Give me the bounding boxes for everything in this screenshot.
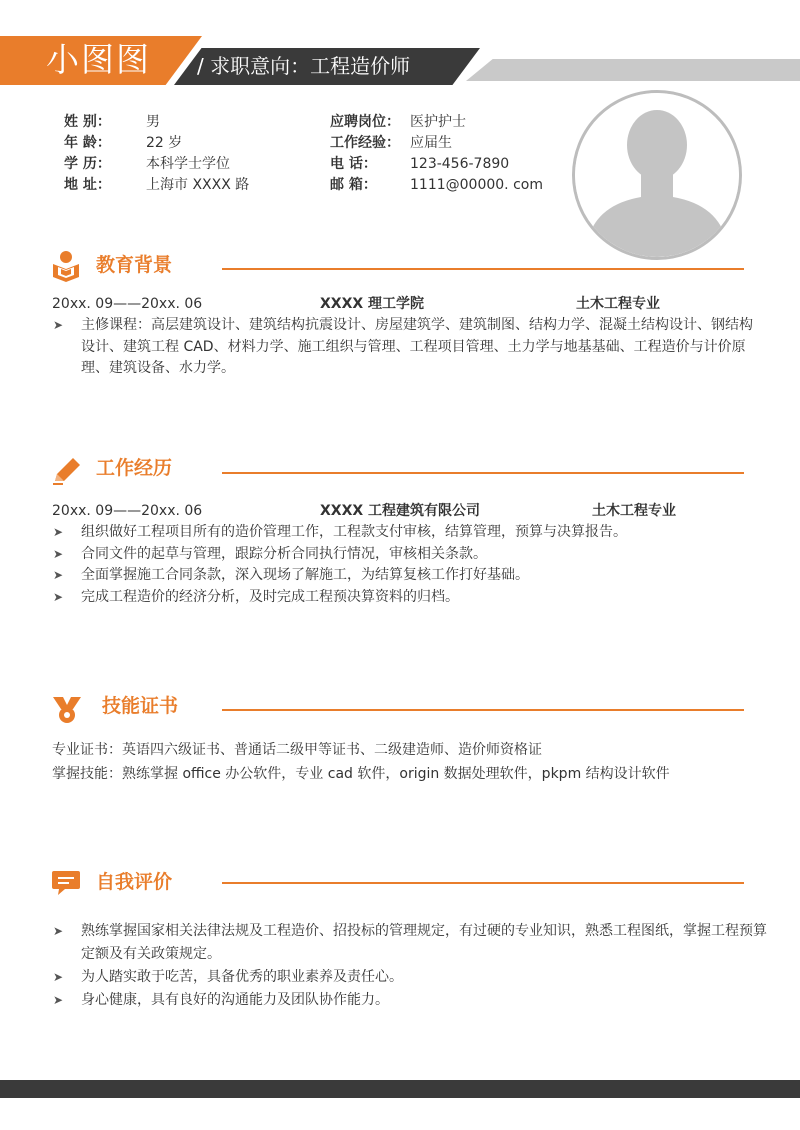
info-right [330,112,543,196]
info-label: 学 历： [64,156,111,172]
medal-icon [51,693,81,723]
arrow-bullet-icon: ➤ [53,924,64,938]
education-school: XXXX 理工学院 [320,296,425,312]
info-row [64,112,249,133]
info-value: 医护护士 [410,114,466,130]
list-item [53,966,777,989]
self-eval-title: 自我评价 [96,871,173,893]
list-item-text: 合同文件的起草与管理，跟踪分析合同执行情况，审核相关条款。 [81,545,487,562]
list-item [53,544,761,566]
info-row [330,154,543,175]
work-period: 20xx. 09——20xx. 06 [52,503,203,519]
person-silhouette-icon [575,93,739,257]
certificates-line: 专业证书：英语四六级证书、普通话二级甲等证书、二级建造师、造价师资格证 [52,742,542,758]
info-label: 电 话： [330,156,377,172]
info-value: 上海市 XXXX 路 [146,177,250,193]
info-row [330,133,543,154]
education-period: 20xx. 09——20xx. 06 [52,296,203,312]
list-item [53,315,761,380]
info-value: 应届生 [410,135,452,151]
list-item-text: 主修课程：高层建筑设计、建筑结构抗震设计、房屋建筑学、建筑制图、结构力学、混凝土结构设计、钢结构设计、建筑工程 CAD、材料力学、施工组织与管理、工程项目管理、土力学与地基基础、工程造价与计价原理、建筑设备、水力学。 [81,317,753,376]
self-eval-list [52,920,777,1012]
education-major: 土木工程专业 [576,296,660,312]
work-title: 工作经历 [96,457,173,479]
work-company: XXXX 工程建筑有限公司 [320,503,481,519]
info-row [64,133,249,154]
list-item-text: 组织做好工程项目所有的造价管理工作，工程款支付审核，结算管理，预算与决算报告。 [81,524,627,540]
info-label: 地 址： [64,177,111,193]
list-item [53,565,761,587]
list-item-text: 完成工程造价的经济分析，及时完成工程预决算资料的归档。 [81,588,459,605]
candidate-name: 小图图 [46,40,151,79]
list-item [53,920,777,966]
info-value: 男 [146,114,160,130]
work-list [52,522,761,608]
list-item [53,587,761,609]
list-item-text: 熟练掌握国家相关法律法规及工程造价、招投标的管理规定，有过硬的专业知识，熟悉工程图纸，掌握工程预算定额及有关政策规定。 [81,923,767,962]
list-item [53,989,777,1012]
list-item-text: 全面掌握施工合同条款，深入现场了解施工，为结算复核工作打好基础。 [81,567,529,583]
info-value: 1111@00000. com [410,177,543,193]
arrow-bullet-icon: ➤ [53,568,64,582]
info-row [330,175,543,196]
info-label: 应聘岗位： [330,114,400,130]
info-row [64,154,249,175]
section-divider [222,709,744,711]
pencil-icon [51,455,81,485]
info-value: 本科学士学位 [146,156,230,172]
info-label: 姓 别： [64,114,111,130]
chat-bubble-icon [51,868,81,898]
job-intent: / 求职意向：工程造价师 [197,54,411,78]
skills-body [52,738,772,786]
arrow-bullet-icon: ➤ [53,525,64,539]
skills-title: 技能证书 [102,695,179,717]
education-title: 教育背景 [96,254,173,276]
education-list [52,315,761,380]
avatar [572,90,742,260]
work-major: 土木工程专业 [592,503,676,519]
section-divider [222,268,744,270]
skills-line: 掌握技能：熟练掌握 office 办公软件，专业 cad 软件，origin 数据处理软件，pkpm 结构设计软件 [52,766,670,782]
info-value: 123-456-7890 [410,156,510,172]
footer-bar [0,1080,800,1098]
info-label: 工作经验： [330,135,400,151]
arrow-bullet-icon: ➤ [53,970,64,984]
info-label: 年 龄： [64,135,111,151]
student-icon [51,250,81,280]
list-item-text: 身心健康，具有良好的沟通能力及团队协作能力。 [81,992,389,1008]
info-row [330,112,543,133]
info-label: 邮 箱： [330,177,377,193]
section-divider [222,882,744,884]
list-item-text: 为人踏实敢于吃苦，具备优秀的职业素养及责任心。 [81,969,403,985]
info-left [64,112,249,196]
arrow-bullet-icon: ➤ [53,589,64,604]
list-item [53,522,761,544]
header-gray-bar [466,59,800,81]
arrow-bullet-icon: ➤ [53,993,64,1007]
arrow-bullet-icon: ➤ [53,546,64,561]
arrow-bullet-icon: ➤ [53,318,64,332]
section-divider [222,472,744,474]
info-value: 22 岁 [146,135,183,151]
info-row [64,175,249,196]
